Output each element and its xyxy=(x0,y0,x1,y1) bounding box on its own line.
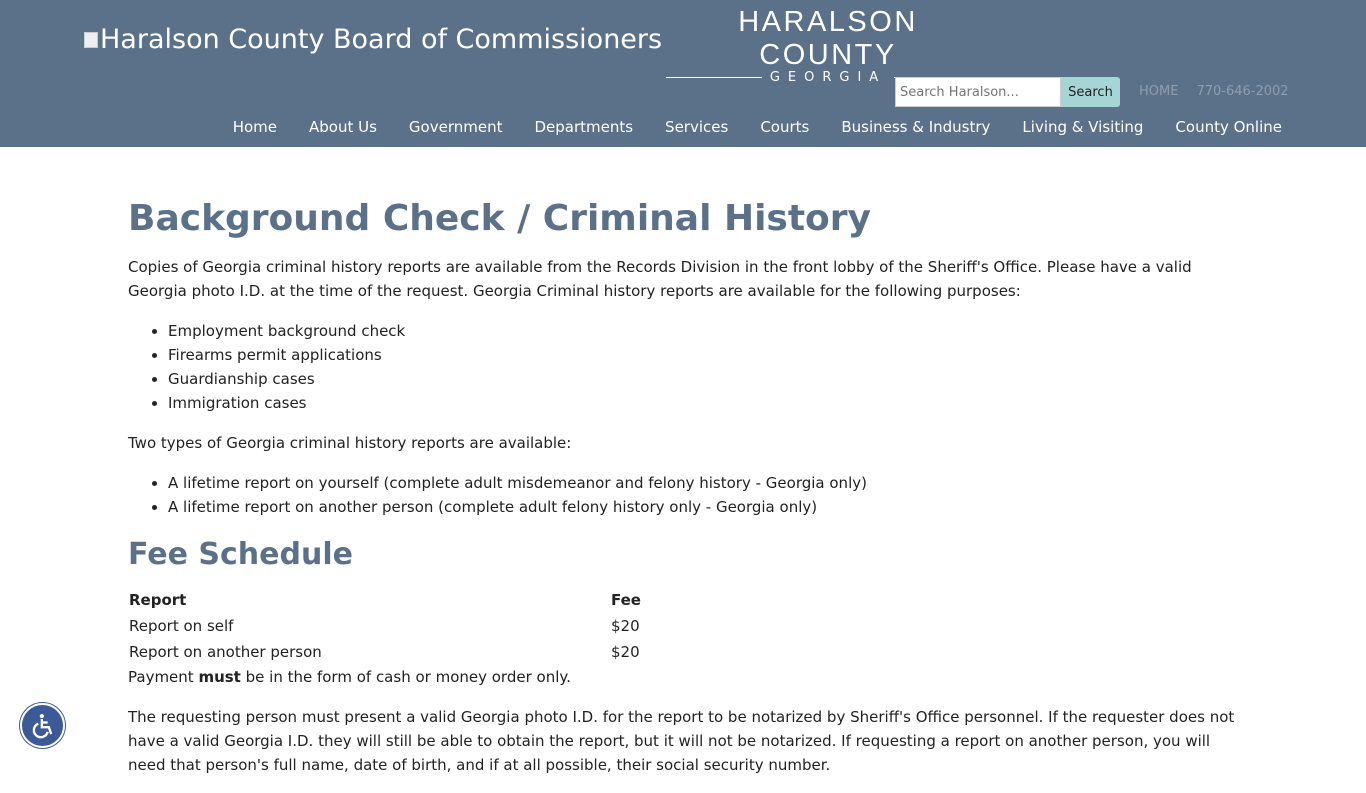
column-header: Fee xyxy=(611,591,641,609)
list-item: • Employment background check xyxy=(168,319,1238,343)
nav-government[interactable]: Government xyxy=(408,118,503,136)
table-row xyxy=(128,613,642,639)
home-link[interactable]: HOME xyxy=(1139,84,1179,99)
table-cell: $20 xyxy=(611,617,640,635)
page-title: Background Check / Criminal History xyxy=(128,198,872,239)
top-links xyxy=(1139,84,1289,99)
payment-note xyxy=(128,665,1238,689)
logo-alt-text: Haralson County Board of Commissioners xyxy=(100,24,663,55)
search-form xyxy=(895,77,1120,107)
list-item: • A lifetime report on another person (complete adult felony history only - Georgia only) xyxy=(168,495,1238,519)
list-item: • Firearms permit applications xyxy=(168,343,1238,367)
intro-paragraph: Copies of Georgia criminal history reports are available from the Records Division in the front lobby of the Sheriff's Office. Please have a valid Georgia photo I.D. at the time of the request. Georgia Criminal history reports are available for the following purposes: xyxy=(128,258,1192,300)
brand-wordmark[interactable] xyxy=(666,6,990,85)
payment-text: Payment xyxy=(128,668,199,686)
main-content xyxy=(128,195,1238,793)
brand-title: HARALSON COUNTY xyxy=(738,6,918,71)
site-logo[interactable] xyxy=(84,24,662,55)
types-list xyxy=(168,471,1238,519)
phone-link[interactable]: 770-646-2002 xyxy=(1196,84,1289,99)
table-header-row xyxy=(128,587,642,613)
nav-home[interactable]: Home xyxy=(232,118,277,136)
table-cell: Report on self xyxy=(129,617,234,635)
table-cell: $20 xyxy=(611,643,640,661)
search-button[interactable]: Search xyxy=(1061,77,1120,107)
fee-table xyxy=(128,587,642,665)
purposes-list xyxy=(168,319,1238,415)
site-header xyxy=(0,0,1366,147)
table-cell: Report on another person xyxy=(129,643,322,661)
notary-paragraph: The requesting person must present a valid Georgia photo I.D. for the report to be notarized by Sheriff's Office personnel. If the requester does not have a valid Georgia I.D. they will still be able to obtain the report, but it will not be notarized. If requesting a report on another person, you will need that person's full name, date of birth, and if at all possible, their social security number. xyxy=(128,708,1235,774)
accessibility-button[interactable] xyxy=(20,703,65,748)
nav-business-industry[interactable]: Business & Industry xyxy=(841,118,991,136)
nav-departments[interactable]: Departments xyxy=(534,118,634,136)
list-item: • Guardianship cases xyxy=(168,367,1238,391)
list-item: • A lifetime report on yourself (complete adult misdemeanor and felony history - Georgia only) xyxy=(168,471,1238,495)
payment-text: be in the form of cash or money order only. xyxy=(240,668,571,686)
types-intro: Two types of Georgia criminal history reports are available: xyxy=(128,434,572,452)
fee-schedule-heading: Fee Schedule xyxy=(128,537,353,572)
nav-county-online[interactable]: County Online xyxy=(1175,118,1282,136)
nav-about-us[interactable]: About Us xyxy=(308,118,377,136)
nav-services[interactable]: Services xyxy=(665,118,729,136)
nav-courts[interactable]: Courts xyxy=(760,118,810,136)
list-item: • Immigration cases xyxy=(168,391,1238,415)
main-nav xyxy=(233,118,1282,136)
table-row xyxy=(128,639,642,665)
payment-emphasis: must xyxy=(198,668,241,686)
wheelchair-icon xyxy=(29,712,57,740)
brand-subtitle: GEORGIA xyxy=(769,70,887,85)
nav-living-visiting[interactable]: Living & Visiting xyxy=(1022,118,1144,136)
broken-image-icon xyxy=(84,32,98,48)
column-header: Report xyxy=(129,591,187,609)
search-input[interactable] xyxy=(895,77,1061,107)
